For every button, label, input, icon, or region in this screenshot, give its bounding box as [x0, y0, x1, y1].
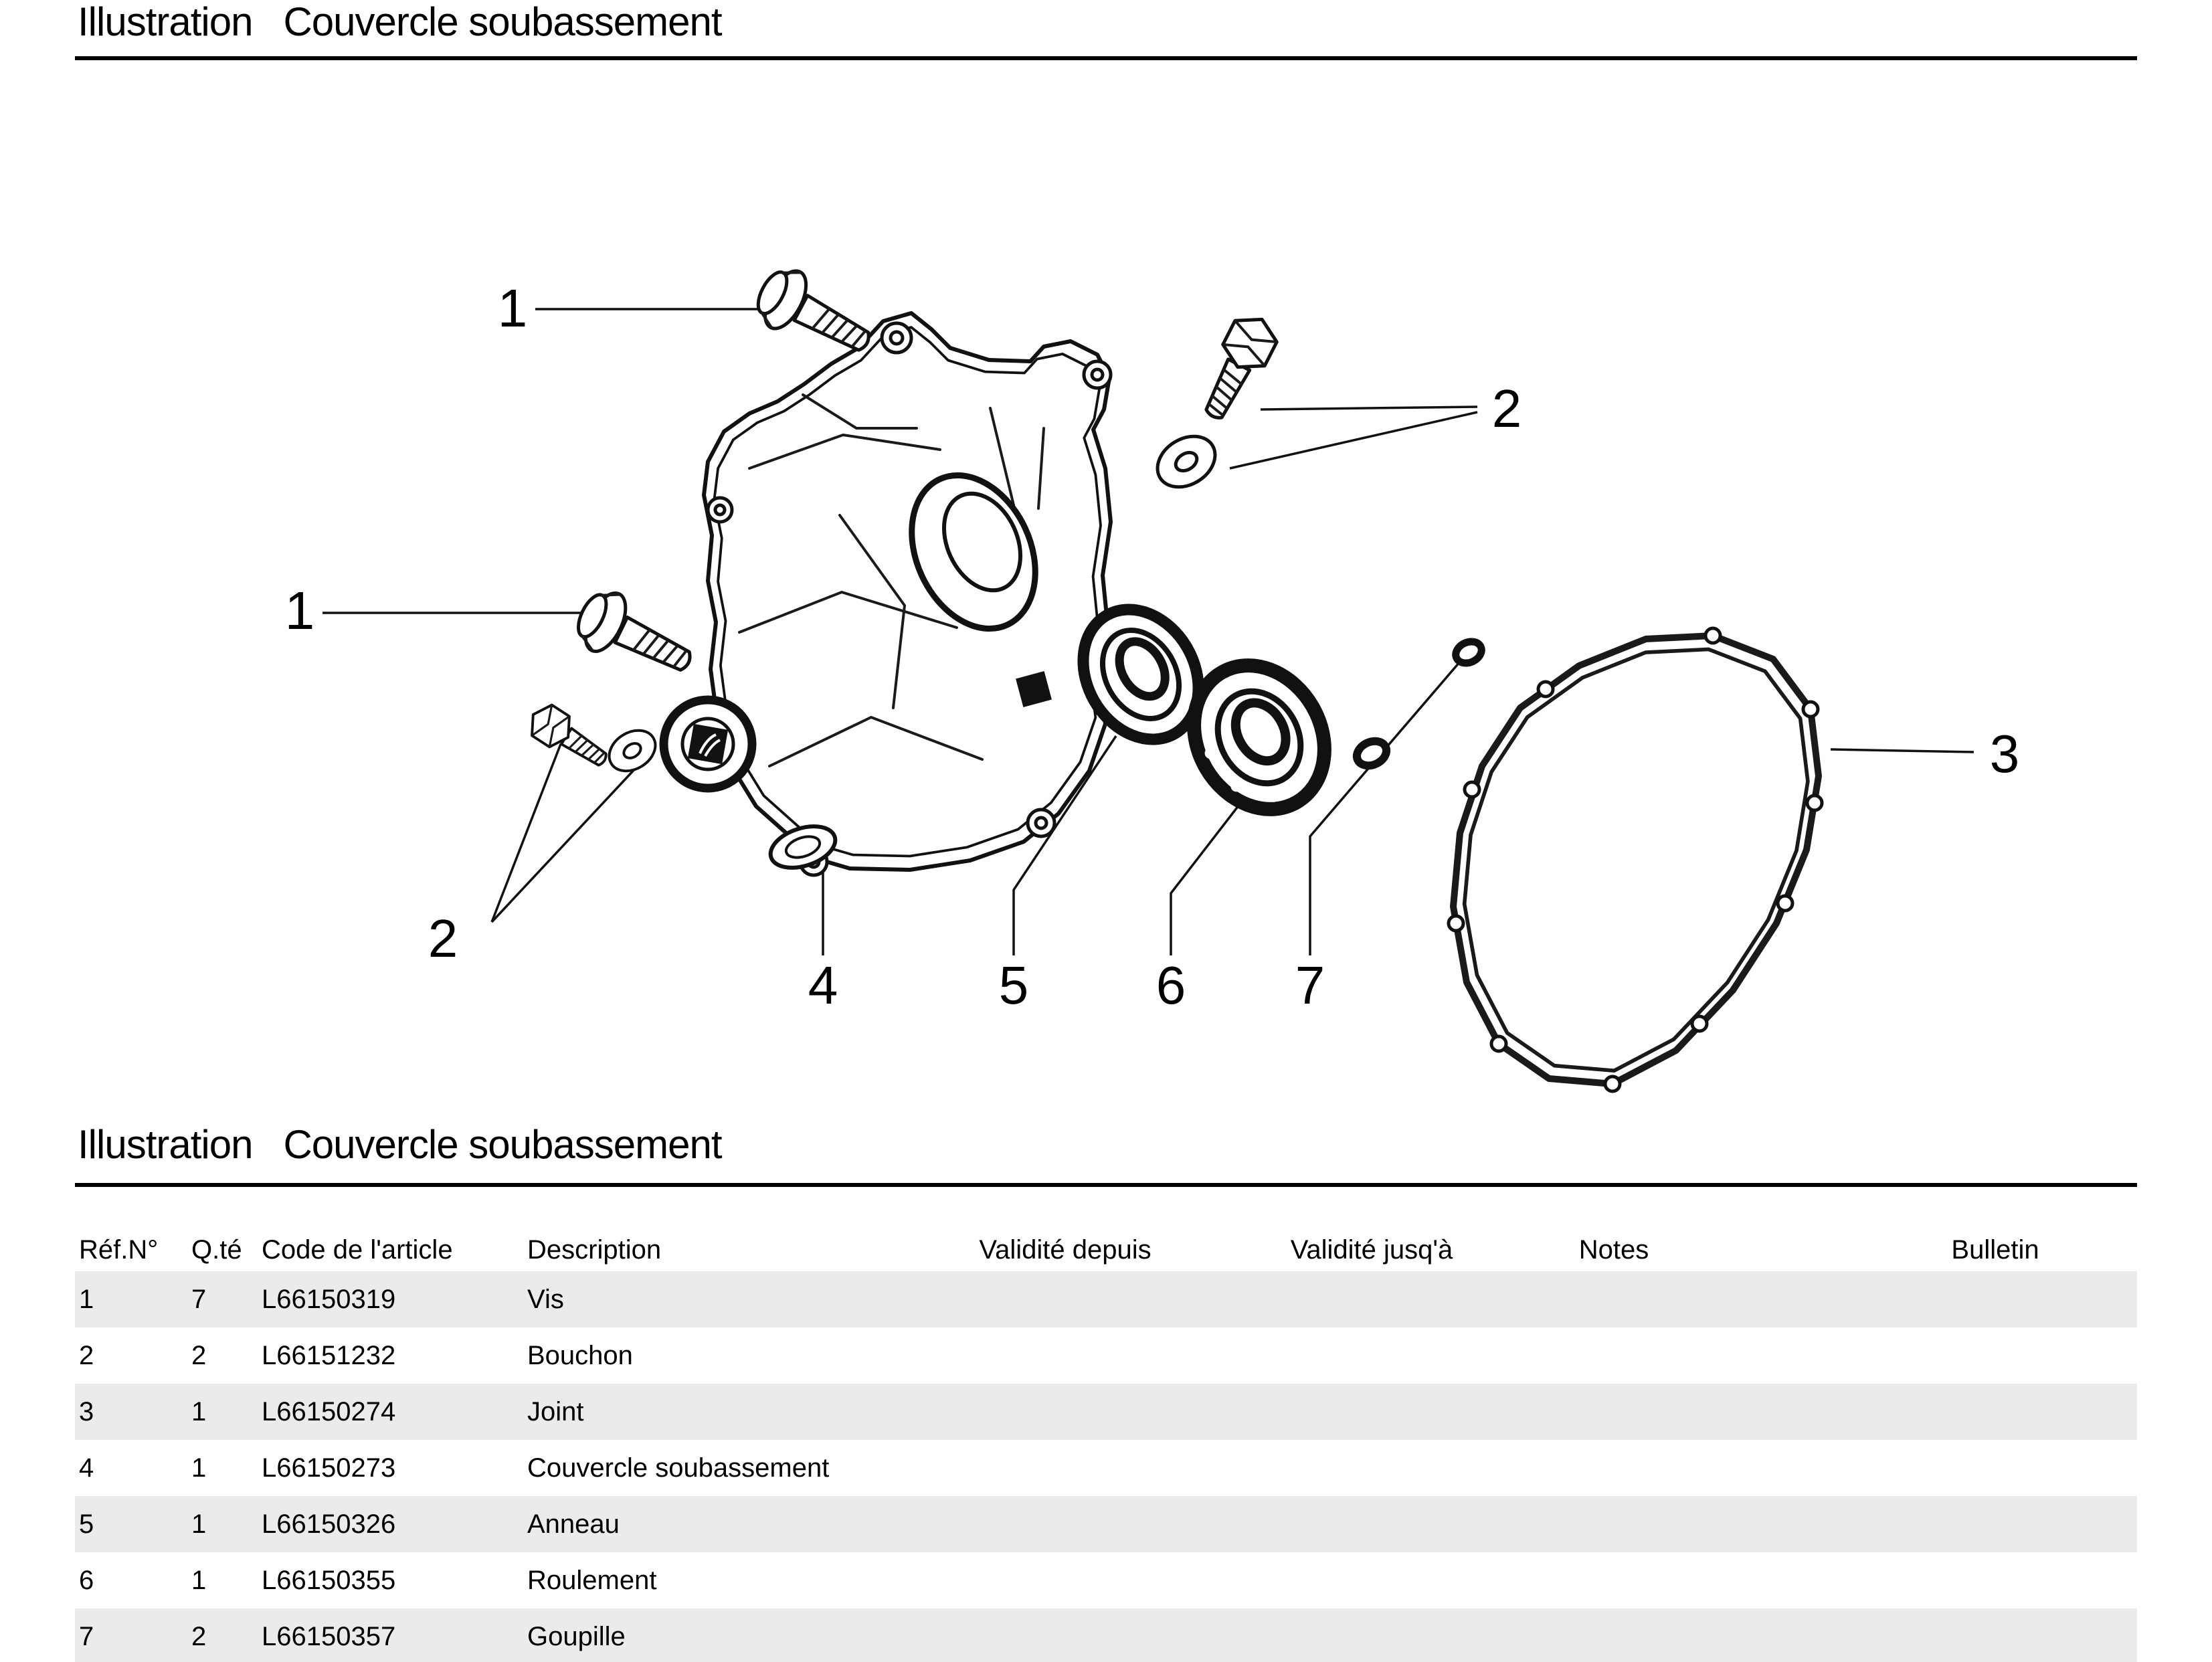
cell-valid-to	[1258, 1327, 1485, 1384]
cell-qty: 1	[191, 1566, 207, 1595]
cell-ref: 3	[79, 1397, 94, 1426]
cell-valid-from	[945, 1496, 1186, 1552]
callout-2a-label: 2	[1491, 379, 1522, 438]
pin-b-illustration	[1353, 737, 1390, 770]
cell-qty: 7	[191, 1285, 207, 1314]
col-header-qty: Q.té	[191, 1235, 242, 1265]
cell-desc: Couvercle soubassement	[527, 1453, 830, 1483]
plug-washer-2a-illustration	[1148, 426, 1224, 497]
cell-desc: Goupille	[527, 1622, 626, 1651]
cell-ref: 2	[79, 1341, 94, 1370]
col-header-valid-to: Validité jusq'à	[1290, 1235, 1453, 1265]
cell-code: L66150319	[262, 1285, 396, 1314]
table-section-title-figure-name: Couvercle soubassement	[283, 1122, 722, 1167]
cell-valid-to	[1258, 1552, 1485, 1608]
cell-notes	[1534, 1552, 1694, 1608]
page-title	[78, 0, 722, 44]
cell-bulletin	[1895, 1608, 2096, 1662]
cell-valid-from	[945, 1327, 1186, 1384]
cell-valid-from	[945, 1440, 1186, 1496]
parts-table-header	[75, 1231, 2137, 1269]
callout-7-label: 7	[1295, 955, 1325, 1015]
callout-1b-label: 1	[284, 581, 315, 640]
cell-notes	[1534, 1608, 1694, 1662]
col-header-bulletin: Bulletin	[1951, 1235, 2039, 1265]
gasket-illustration	[1449, 628, 1822, 1091]
callout-1a-label: 1	[497, 278, 528, 338]
pin-a-illustration	[1453, 638, 1485, 667]
cover-illustration	[664, 313, 1116, 875]
screw-1b-illustration	[569, 583, 702, 691]
callout-2b-label: 2	[428, 909, 458, 968]
table-row	[75, 1327, 2137, 1384]
cell-valid-to	[1258, 1440, 1485, 1496]
cell-ref: 5	[79, 1509, 94, 1539]
cell-ref: 7	[79, 1622, 94, 1651]
cell-valid-from	[945, 1552, 1186, 1608]
cell-code: L66150355	[262, 1566, 396, 1595]
exploded-parts-diagram	[0, 67, 2212, 1111]
cell-qty: 2	[191, 1622, 207, 1651]
cell-code: L66150273	[262, 1453, 396, 1483]
cell-ref: 4	[79, 1453, 94, 1483]
callout-6-label: 6	[1156, 955, 1186, 1015]
page-title-figure-name: Couvercle soubassement	[283, 0, 722, 44]
callout-3-label: 3	[1989, 724, 2020, 783]
table-row	[75, 1384, 2137, 1440]
cell-qty: 1	[191, 1453, 207, 1483]
title-divider	[75, 56, 2137, 60]
callout-5-label: 5	[998, 955, 1029, 1015]
cell-code: L66151232	[262, 1341, 396, 1370]
cell-desc: Bouchon	[527, 1341, 633, 1370]
table-row	[75, 1552, 2137, 1608]
cell-code: L66150274	[262, 1397, 396, 1426]
cell-desc: Joint	[527, 1397, 584, 1426]
cell-bulletin	[1895, 1552, 2096, 1608]
table-row	[75, 1608, 2137, 1662]
cell-qty: 1	[191, 1509, 207, 1539]
table-row	[75, 1440, 2137, 1496]
page-title-label: Illustration	[78, 0, 253, 44]
table-row	[75, 1271, 2137, 1327]
table-section-title	[78, 1123, 722, 1167]
cell-bulletin	[1895, 1271, 2096, 1327]
cell-notes	[1534, 1496, 1694, 1552]
col-header-desc: Description	[527, 1235, 662, 1265]
cell-bulletin	[1895, 1384, 2096, 1440]
cell-notes	[1534, 1327, 1694, 1384]
cell-qty: 1	[191, 1397, 207, 1426]
cell-bulletin	[1895, 1496, 2096, 1552]
cell-qty: 2	[191, 1341, 207, 1370]
col-header-valid-from: Validité depuis	[979, 1235, 1151, 1265]
cell-bulletin	[1895, 1327, 2096, 1384]
cover-left-boss	[664, 700, 752, 788]
col-header-notes: Notes	[1578, 1235, 1649, 1265]
table-divider	[75, 1183, 2137, 1187]
plug-washer-2b-illustration	[602, 722, 662, 779]
cell-valid-to	[1258, 1496, 1485, 1552]
cell-notes	[1534, 1384, 1694, 1440]
callout-4-label: 4	[808, 955, 838, 1015]
cell-desc: Roulement	[527, 1566, 657, 1595]
cell-code: L66150326	[262, 1509, 396, 1539]
plug-bolt-2b-illustration	[523, 699, 614, 776]
cell-desc: Vis	[527, 1285, 564, 1314]
table-row	[75, 1496, 2137, 1552]
cell-ref: 1	[79, 1285, 94, 1314]
col-header-code: Code de l'article	[262, 1235, 453, 1265]
cell-valid-from	[945, 1608, 1186, 1662]
cell-valid-from	[945, 1271, 1186, 1327]
cell-valid-to	[1258, 1384, 1485, 1440]
cell-code: L66150357	[262, 1622, 396, 1651]
cell-ref: 6	[79, 1566, 94, 1595]
table-section-title-label: Illustration	[78, 1122, 253, 1167]
cell-valid-to	[1258, 1271, 1485, 1327]
gasket-bolt-holes	[1449, 628, 1822, 1091]
cell-valid-from	[945, 1384, 1186, 1440]
cell-valid-to	[1258, 1608, 1485, 1662]
cell-bulletin	[1895, 1440, 2096, 1496]
col-header-ref: Réf.N°	[79, 1235, 159, 1265]
cell-notes	[1534, 1271, 1694, 1327]
cell-desc: Anneau	[527, 1509, 620, 1539]
cell-notes	[1534, 1440, 1694, 1496]
